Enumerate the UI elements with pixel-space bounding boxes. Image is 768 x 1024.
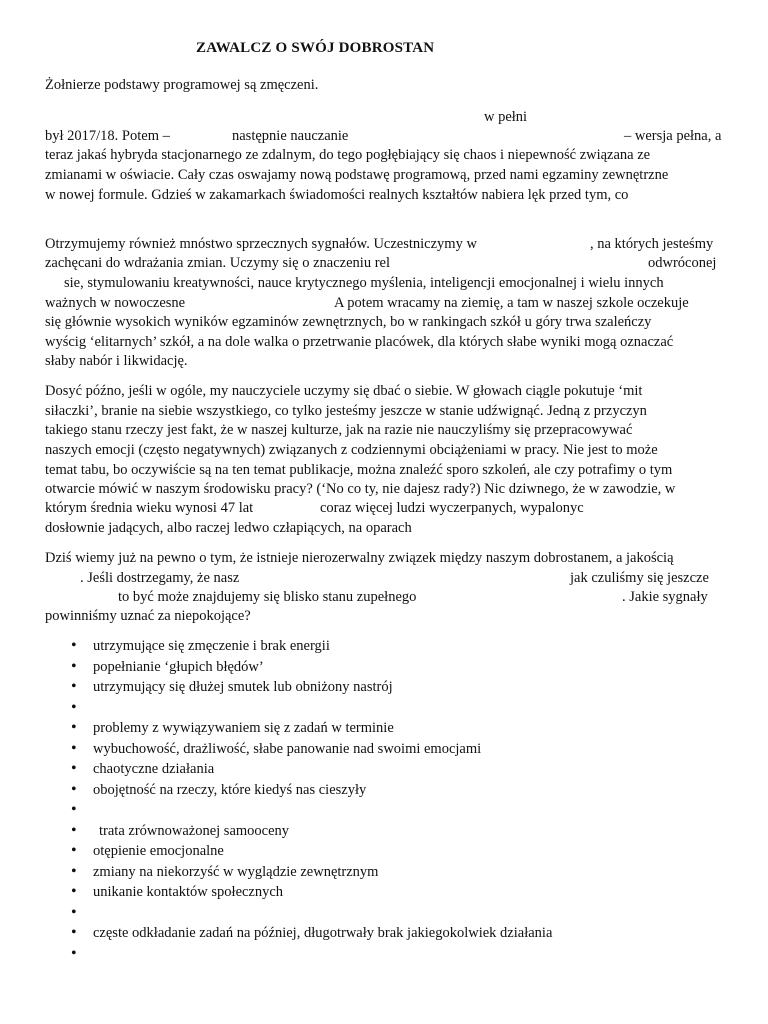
list-item: • unikanie kontaktów społecznych <box>45 882 725 903</box>
list-item: • utrzymujący się dłużej smutek lub obniżony nastrój <box>45 677 725 698</box>
list-item: • obojętność na rzeczy, które kiedyś nas cieszyły <box>45 780 725 801</box>
text-line: Żołnierze podstawy programowej są zmęczeni. <box>45 77 319 93</box>
text-line: zmianami w oświacie. Cały czas oswajamy nową podstawę programową, przed nami egzaminy zewnętrzne <box>45 167 669 183</box>
text-line: temat tabu, bo oczywiście są na ten temat publikacje, można znaleźć sporo szkoleń, ale czy potrafimy o tym <box>45 462 673 478</box>
text-line: powinniśmy uznać za niepokojące? <box>45 608 251 624</box>
text-line: w pełni <box>484 109 528 125</box>
text-line: coraz więcej ludzi wyczerpanych, wypalonyc <box>320 500 584 516</box>
list-item: • zmiany na niekorzyść w wyglądzie zewnętrznym <box>45 862 725 883</box>
text-line: następnie nauczanie <box>232 128 349 144</box>
warning-signs-list <box>45 636 725 964</box>
list-item: • otępienie emocjonalne <box>45 841 725 862</box>
list-item <box>45 800 725 821</box>
text-line: to być może znajdujemy się blisko stanu zupełnego <box>118 589 417 605</box>
list-item: • popełnianie ‘głupich błędów’ <box>45 657 725 678</box>
list-item <box>45 944 725 965</box>
text-line: dosłownie jadących, albo raczej ledwo człapiących, na oparach <box>45 520 412 536</box>
text-line: . Jeśli dostrzegamy, że nasz <box>80 570 240 586</box>
text-line: . Jakie sygnały <box>622 589 708 605</box>
text-line: Otrzymujemy również mnóstwo sprzecznych sygnałów. Uczestniczymy w <box>45 236 477 252</box>
list-item: • problemy z wywiązywaniem się z zadań w terminie <box>45 718 725 739</box>
list-item <box>45 903 725 924</box>
text-line: jak czuliśmy się jeszcze <box>570 570 709 586</box>
text-line: takiego stanu rzeczy jest fakt, że w naszej kulturze, jak na razie nie nauczyliśmy się przepracowywać <box>45 422 633 438</box>
text-line: w nowej formule. Gdzieś w zakamarkach świadomości realnych kształtów nabiera lęk przed tym, co <box>45 187 629 203</box>
text-line: naszych emocji (często negatywnych) związanych z codziennymi obciążeniami w pracy. Nie jest to może <box>45 442 658 458</box>
text-line: Dziś wiemy już na pewno o tym, że istnieje nierozerwalny związek między naszym dobrostanem, a jakością <box>45 550 674 566</box>
list-item: • częste odkładanie zadań na później, długotrwały brak jakiegokolwiek działania <box>45 923 725 944</box>
text-line: sie, stymulowaniu kreatywności, nauce krytycznego myślenia, inteligencji emocjonalnej i wielu innych <box>64 275 664 291</box>
text-line: siłaczki’, branie na siebie wszystkiego, co tylko jesteśmy jeszcze w stanie udźwignąć. Jedną z przyczyn <box>45 403 647 419</box>
text-line: którym średnia wieku wynosi 47 lat <box>45 500 254 516</box>
text-line: otwarcie mówić w naszym środowisku pracy? (‘No co ty, nie dajesz rady?) Nic dziwnego, że w zawodzie, w <box>45 481 676 497</box>
text-line: wyścig ‘elitarnych’ szkół, a na dole walka o przetrwanie placówek, dla których słabe wyniki mogą oznaczać <box>45 334 674 350</box>
list-item: • trata zrównoważonej samooceny <box>45 821 725 842</box>
text-line: A potem wracamy na ziemię, a tam w naszej szkole oczekuje <box>334 295 689 311</box>
list-item: • chaotyczne działania <box>45 759 725 780</box>
document-title: ZAWALCZ O SWÓJ DOBROSTAN <box>196 40 435 56</box>
text-line: ważnych w nowoczesne <box>45 295 186 311</box>
text-line: Dosyć późno, jeśli w ogóle, my nauczyciele uczymy się dbać o siebie. W głowach ciągle pokutuje ‘mit <box>45 383 643 399</box>
text-line: się głównie wysokich wyników egzaminów zewnętrznych, bo w rankingach szkół u góry trwa szaleńczy <box>45 314 652 330</box>
text-line: był 2017/18. Potem – <box>45 128 170 144</box>
list-item: • wybuchowość, drażliwość, słabe panowanie nad swoimi emocjami <box>45 739 725 760</box>
list-item <box>45 698 725 719</box>
list-item: • utrzymujące się zmęczenie i brak energii <box>45 636 725 657</box>
text-line: słaby nabór i likwidację. <box>45 353 188 369</box>
text-line: , na których jesteśmy <box>590 236 714 252</box>
text-line: odwróconej <box>648 255 717 271</box>
text-line: zachęcani do wdrażania zmian. Uczymy się o znaczeniu rel <box>45 255 390 271</box>
text-line: teraz jakaś hybryda stacjonarnego ze zdalnym, do tego pogłębiający się chaos i niepewność związana ze <box>45 147 651 163</box>
text-line: – wersja pełna, a <box>624 128 722 144</box>
